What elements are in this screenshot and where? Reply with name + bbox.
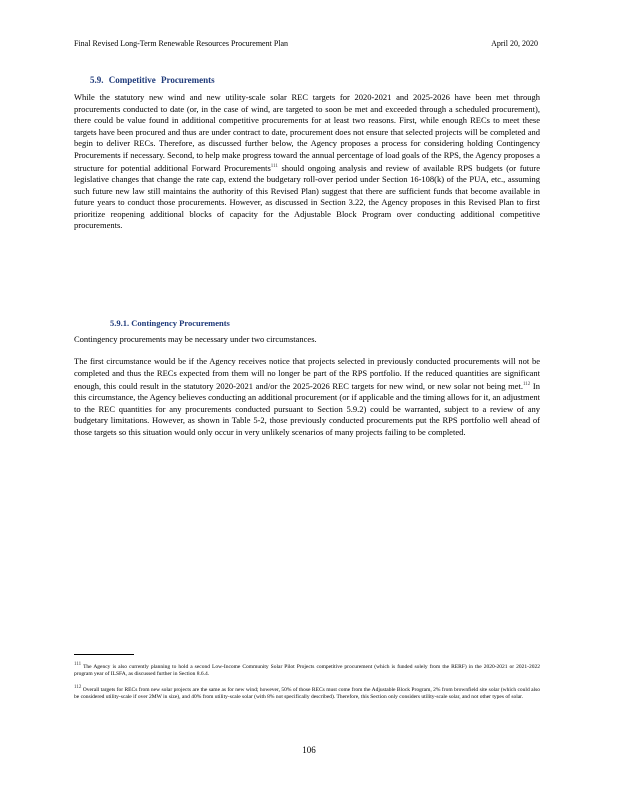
footnote-divider	[74, 654, 134, 655]
running-header-date: April 20, 2020	[491, 39, 538, 48]
footnote-text: Overall targets for RECs from new solar projects are the same as for new wind; however, 50% of those RECs must come from the Adjustable Block Program, 2% from brownfield site solar (which could also be considered utility-scale if over 2MW in size), and 40% from utility-scale solar (with 8% not specifically described). Therefore, this Section only considers utility-scale solar, and not other types of solar.	[74, 686, 541, 701]
footnote-ref-112: 112	[522, 382, 531, 387]
subsection-heading: 5.9.1. Contingency Procurements	[110, 318, 230, 328]
section-paragraph-text: While the statutory new wind and new utility-scale solar REC targets for 2020-2021 and 2025-2026 have been met through procurements conducted to date (or, in the case of wind, are targeted to soon be met and exceeded through a scheduled procurement), there could be value found in additional competitive procurements for at least two reasons. First, while enough RECs to meet these targets have been procured and thus are under contract to date, procurement does not ensure that selected projects will be completed and begin to deliver RECs. Therefore, as discussed further below, the Agency proposes a process for considering holding Contingency Procurements if necessary. Second, to help make progress toward the annual percentage of load goals of the RPS, the Agency proposes a structure for potential additional Forward Procurements	[74, 92, 540, 173]
subsection-paragraph-text: The first circumstance would be if the Agency receives notice that projects selected in previously conducted procurements will not be completed and thus the RECs expected from them will no longer be part of the RPS portfolio. If the reduced quantities are significant enough, this could result in the statutory 2020-2021 and/or the 2025-2026 REC targets for new wind, or new solar not being met.	[74, 356, 540, 391]
section-heading: 5.9. Competitive Procurements	[90, 75, 215, 85]
subsection-intro: Contingency procurements may be necessary under two circumstances.	[74, 334, 317, 344]
footnote-number: 111	[74, 662, 82, 667]
footnote-111	[74, 661, 540, 679]
footnote-112	[74, 684, 540, 702]
footnote-number: 112	[74, 685, 82, 690]
footnote-ref-111: 111	[270, 164, 278, 169]
subsection-paragraph-text-cont: In this circumstance, the Agency believes conducting an additional procurement (or if applicable and the timing allows for it, an adjustment to the REC quantities for any procurements conducted pursuant to Section 5.9.2) could be warranted, subject to a review of any budgetary limitations. However, as shown in Table 5-2, those previously conducted procurements put the RPS portfolio well ahead of those targets so this situation would only occur in very unlikely scenarios of many projects failing to be completed.	[74, 380, 540, 437]
running-header-title: Final Revised Long-Term Renewable Resources Procurement Plan	[74, 39, 289, 48]
footnote-text: The Agency is also currently planning to hold a second Low-Income Community Solar Pilot Projects competitive procurement (which is funded solely from the RERF) in the 2020-2021 or 2021-2022 program year of ILSFA, as discussed further in Section 8.6.4.	[74, 663, 540, 678]
section-paragraph	[74, 92, 540, 232]
subsection-paragraph	[74, 356, 540, 438]
page-number: 106	[302, 745, 316, 755]
section-paragraph-text-cont: should ongoing analysis and review of available RPS budgets (or future legislative changes that change the rate cap, extend the budgetary roll-over period under Section 16-108(k) of the PUA, etc., assuming such future new law still maintains the authority of this Revised Plan) suggest that there are sufficient funds that become available in future years to conduct those procurements. However, as discussed in Section 3.22, the Agency proposes in this Revised Plan to first prioritize reopening additional blocks of capacity for the Adjustable Block Program over conducting additional competitive procurements.	[74, 162, 541, 231]
